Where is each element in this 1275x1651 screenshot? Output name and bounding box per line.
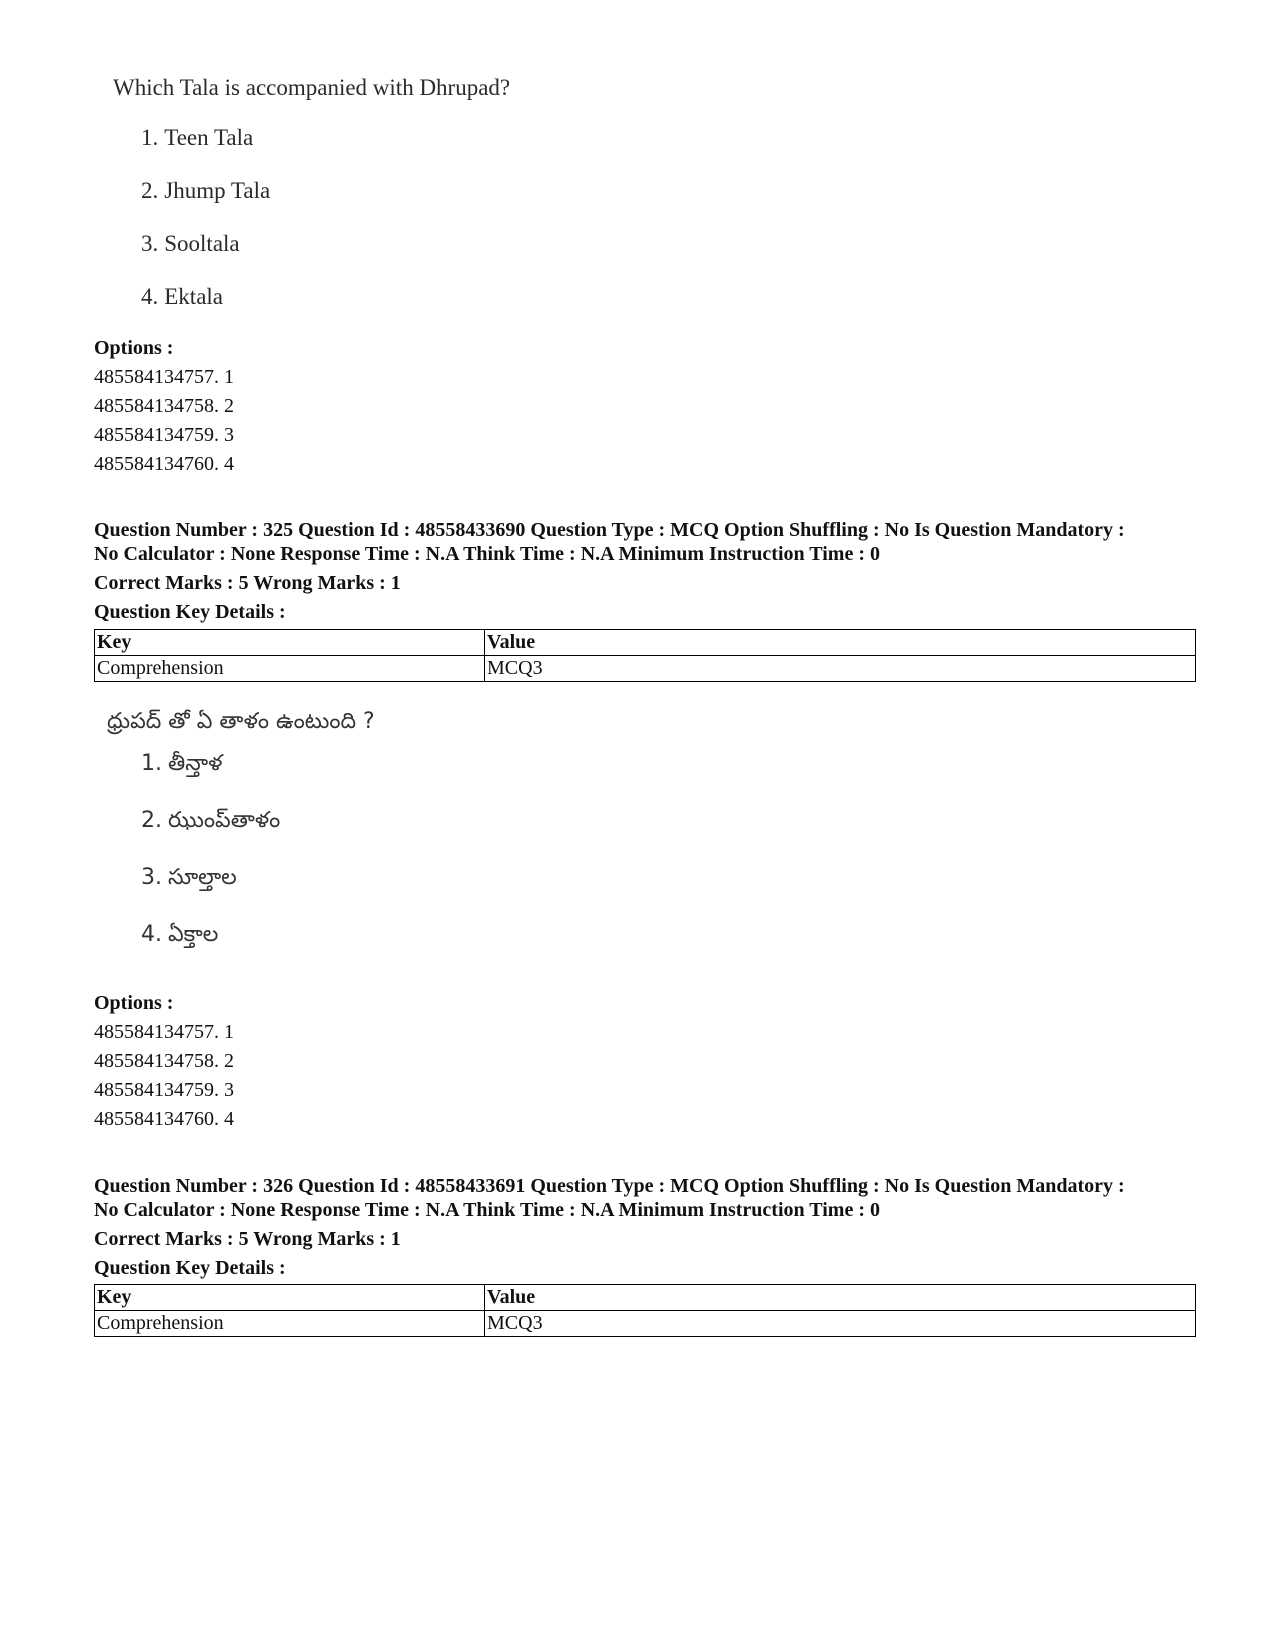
choice-text: Teen Tala [164,125,254,150]
choice-number: 4. [141,922,162,947]
option-item: 485584134757. 1 [94,1021,234,1043]
header-key: Key [95,1285,485,1311]
table-header-row [95,1285,1196,1311]
choice-text: Sooltala [164,231,240,256]
table-header-row [95,630,1196,656]
choice-list [105,122,510,334]
option-item: 485584134760. 4 [94,1108,234,1130]
option-item: 485584134758. 2 [94,1050,234,1072]
header-key: Key [95,630,485,656]
marks-line: Correct Marks : 5 Wrong Marks : 1 [94,572,401,594]
option-item: 485584134760. 4 [94,453,234,475]
table-row [95,656,1196,682]
option-item: 485584134759. 3 [94,1079,234,1101]
choice-number: 3. [141,231,159,256]
options-title: Options : [94,992,174,1014]
question-meta-326 [94,1174,1194,1280]
key-details-table [94,1284,1196,1337]
choice-number: 4. [141,284,159,309]
question-stem: Which Tala is accompanied with Dhrupad? [113,75,511,100]
marks-line: Correct Marks : 5 Wrong Marks : 1 [94,1228,401,1250]
key-details-label: Question Key Details : [94,601,286,623]
choice-item [141,917,375,974]
choice-item [141,228,510,281]
choice-text: ఏక్తాల [168,922,219,947]
option-item: 485584134758. 2 [94,395,234,417]
cell-value: MCQ3 [485,1311,1196,1337]
question-image-telugu [105,706,375,974]
key-details-table [94,629,1196,682]
cell-key: Comprehension [95,656,485,682]
choice-text: సూల్తాల [168,865,237,890]
header-value: Value [485,630,1196,656]
choice-item [141,860,375,917]
choice-number: 1. [141,751,162,776]
choice-list [105,746,375,974]
question-meta-325 [94,518,1194,624]
meta-line-2: No Calculator : None Response Time : N.A Think Time : N.A Minimum Instruction Time : 0 [94,1199,880,1221]
option-item: 485584134759. 3 [94,424,234,446]
cell-key: Comprehension [95,1311,485,1337]
choice-number: 2. [141,808,162,833]
question-stem: ధ్రుపద్ తో ఏ తాళం ఉంటుంది ? [107,709,375,734]
choice-text: తీన్తాళ [168,751,223,776]
options-block [94,989,234,1134]
meta-line-2: No Calculator : None Response Time : N.A Think Time : N.A Minimum Instruction Time : 0 [94,543,880,565]
choice-text: Ektala [164,284,223,309]
choice-item [141,175,510,228]
key-details-label: Question Key Details : [94,1257,286,1279]
header-value: Value [485,1285,1196,1311]
choice-item [141,746,375,803]
question-image-english [105,74,510,334]
choice-item [141,803,375,860]
option-item: 485584134757. 1 [94,366,234,388]
choice-item [141,122,510,175]
choice-number: 1. [141,125,159,150]
choice-item [141,281,510,334]
choice-text: Jhump Tala [164,178,271,203]
meta-line-1: Question Number : 325 Question Id : 48558433690 Question Type : MCQ Option Shuffling : No Is Question Mandatory : [94,519,1125,541]
choice-number: 2. [141,178,159,203]
meta-line-1: Question Number : 326 Question Id : 48558433691 Question Type : MCQ Option Shuffling : No Is Question Mandatory : [94,1175,1125,1197]
options-block [94,334,234,479]
cell-value: MCQ3 [485,656,1196,682]
choice-number: 3. [141,865,162,890]
choice-text: ఝుంప్‌తాళం [168,808,281,833]
options-title: Options : [94,337,174,359]
table-row [95,1311,1196,1337]
